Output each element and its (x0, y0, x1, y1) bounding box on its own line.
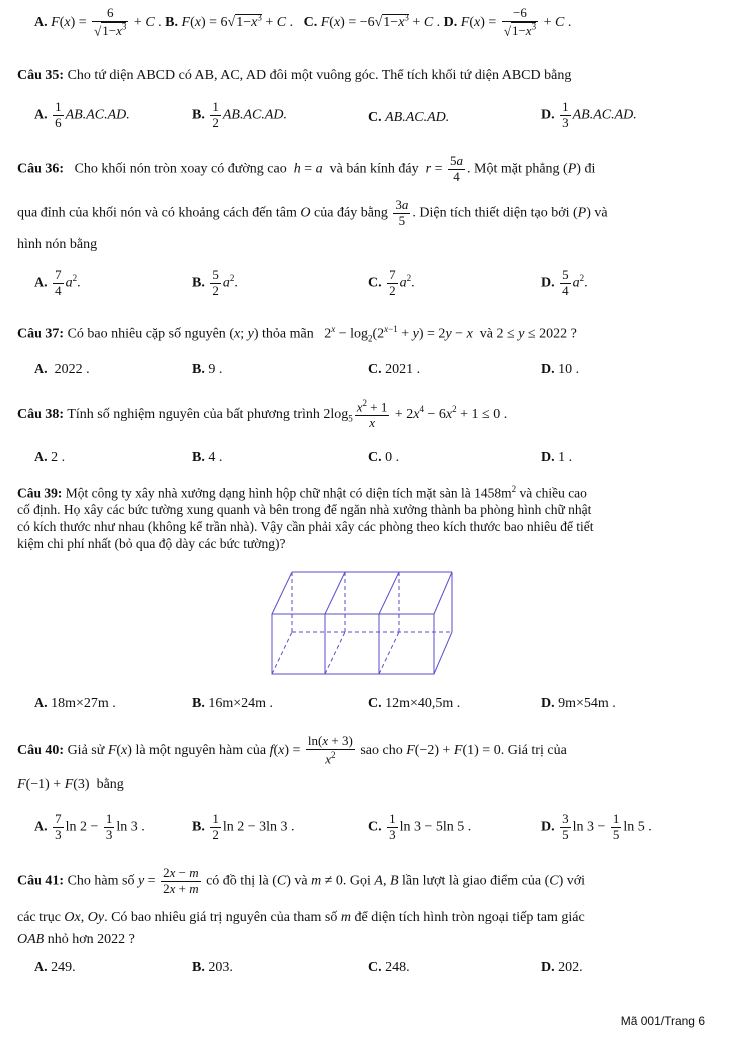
q40-stem-line1: Câu 40: Giả sử F(x) là một nguyên hàm của f(x) = $\frac{\ln(x + 3)}{x^2}$ sao cho F(−2) + F(1) = 0. Giá trị của (17, 733, 567, 767)
q38-option-b[interactable]: B. 4 . (192, 450, 223, 465)
page-footer: Mã 001/Trang 6 (620, 1014, 705, 1028)
q34-option-b-label: B. (165, 14, 178, 30)
q41-option-b[interactable]: B. 203. (192, 960, 233, 975)
q39-stem-line4: kiệm chi phí nhất (bỏ qua độ dày các bức tường)? (17, 536, 286, 551)
q40-stem-line2: F(−1) + F(3) bằng (17, 777, 124, 792)
q41-option-c[interactable]: C. 248. (368, 960, 410, 975)
q34-option-c-label: C. (303, 14, 318, 30)
q38-option-d[interactable]: D. 1 . (541, 450, 573, 465)
q39-stem-line3: có kích thước như nhau (không kể trần nhà). Vậy cần phải xây các phòng theo kích thước bao nhiêu để tiết (17, 519, 594, 534)
q35-option-c[interactable]: C. AB.AC.AD. (368, 110, 450, 125)
q37-option-c[interactable]: C. 2021 . (368, 362, 421, 377)
q37-stem: Câu 37: Có bao nhiêu cặp số nguyên (x; y) thỏa mãn $2^x - \log_2(2^{x-1} + y) = 2y - x$ và 2 ≤ y ≤ 2022 ? (17, 324, 577, 344)
q41-label: Câu 41: (17, 873, 65, 889)
q36-stem-line3: hình nón bằng (17, 237, 98, 252)
q35-option-d[interactable]: D. $\frac{1}{3}$ AB.AC.AD. (541, 99, 637, 130)
q39-option-d[interactable]: D. 9m×54m . (541, 696, 616, 711)
q34-options-row: A. F(x) = $\frac{6}{√1-x^3}$ + C . B. $F(x) = 6√1-x^3 + C$ . C. $F(x) = -6√1-x^3 + C$ . D. F(x) = $\frac{-6}{√1-x^3}$ + C . (34, 5, 572, 39)
q39-option-a[interactable]: A. 18m×27m . (34, 696, 116, 711)
q35-text: Cho tứ diện ABCD có AB, AC, AD đôi một vuông góc. Thể tích khối tứ diện ABCD bằng (67, 68, 572, 83)
q38-stem: Câu 38: Tính số nghiệm nguyên của bất phương trình $2\log_5$ $\frac{x^2 + 1}{x}$ + $2x^4 - 6x^2 + 1 \le 0$ . (17, 398, 508, 431)
q35-stem (17, 68, 571, 85)
q40-option-b[interactable]: B. $\frac{1}{2}$ ln 2 − 3ln 3 . (192, 811, 295, 842)
q41-option-a[interactable]: A. 249. (34, 960, 76, 975)
q38-option-a[interactable]: A. 2 . (34, 450, 66, 465)
q35-option-a[interactable]: A. $\frac{1}{6}$ AB.AC.AD. (34, 99, 130, 130)
q41-stem-line3: OAB nhỏ hơn 2022 ? (17, 932, 135, 947)
q37-option-d[interactable]: D. 10 . (541, 362, 580, 377)
q34-option-a-label: A. (34, 14, 48, 30)
q37-option-a[interactable]: A. 2022 . (34, 362, 90, 377)
q34-option-d-label: D. (443, 14, 458, 30)
q37-label: Câu 37: (17, 326, 65, 342)
q36-option-d[interactable]: D. $\frac{5}{4}$ $a^2$. (541, 267, 588, 298)
q41-stem-line2: các trục Ox, Oy. Có bao nhiêu giá trị nguyên của tham số m để diện tích hình tròn ngoại tiếp tam giác (17, 910, 585, 925)
q37-option-b[interactable]: B. 9 . (192, 362, 223, 377)
q35-option-b[interactable]: B. $\frac{1}{2}$ AB.AC.AD. (192, 99, 287, 130)
q36-option-c[interactable]: C. $\frac{7}{2}$ $a^2$. (368, 267, 415, 298)
q38-label: Câu 38: (17, 406, 65, 422)
q40-label: Câu 40: (17, 742, 65, 758)
factory-box-diagram (265, 566, 465, 686)
q39-option-b[interactable]: B. 16m×24m . (192, 696, 274, 711)
q35-label: Câu 35: (17, 68, 65, 83)
q38-option-c[interactable]: C. 0 . (368, 450, 400, 465)
q36-option-a[interactable]: A. $\frac{7}{4}$ $a^2$. (34, 267, 81, 298)
q40-option-d[interactable]: D. $\frac{3}{5}$ ln 3 − $\frac{1}{5}$ ln 5 . (541, 811, 652, 842)
q39-label: Câu 39: (17, 485, 63, 501)
q36-stem-line1: Câu 36: Cho khối nón tròn xoay có đường cao h = a và bán kính đáy r = $\frac{5a}{4}$ . Một mặt phẳng (P) đi (17, 153, 596, 184)
q36-option-b[interactable]: B. $\frac{5}{2}$ $a^2$. (192, 267, 238, 298)
q39-stem-line1: Câu 39: Một công ty xây nhà xưởng dạng hình hộp chữ nhật có diện tích mặt sàn là $1458m^2$ và chiều cao (17, 484, 587, 501)
q39-stem-line2: cố định. Họ xây các bức tường xung quanh và bên trong để ngăn nhà xưởng thành ba phòng hình chữ nhật (17, 502, 592, 517)
q36-label: Câu 36: (17, 161, 65, 177)
q41-stem-line1: Câu 41: Cho hàm số y = $\frac{2x - m}{2x + m}$ có đồ thị là (C) và m ≠ 0. Gọi A, B lần lượt là giao điểm của (C) với (17, 865, 586, 896)
q36-stem-line2: qua đỉnh của khối nón và có khoảng cách đến tâm O của đáy bằng $\frac{3a}{5}$ . Diện tích thiết diện tạo bởi (P) và (17, 197, 608, 228)
q41-option-d[interactable]: D. 202. (541, 960, 583, 975)
q39-option-c[interactable]: C. 12m×40,5m . (368, 696, 461, 711)
q40-option-a[interactable]: A. $\frac{7}{3}$ ln 2 − $\frac{1}{3}$ ln 3 . (34, 811, 145, 842)
q40-option-c[interactable]: C. $\frac{1}{3}$ ln 3 − 5ln 5 . (368, 811, 472, 842)
